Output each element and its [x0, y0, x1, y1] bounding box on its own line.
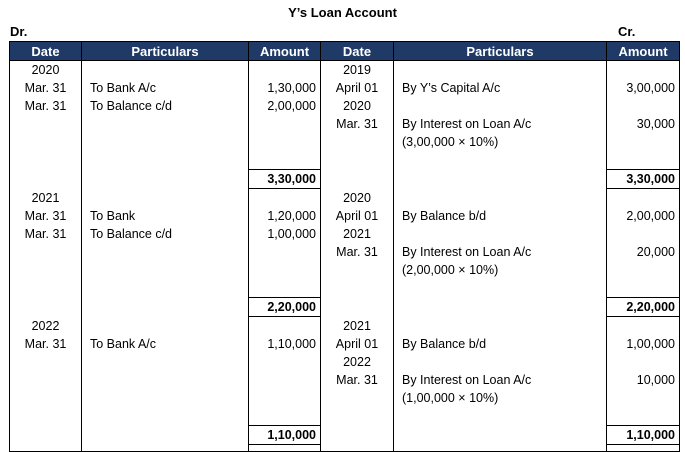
dr-date-cell: [10, 243, 82, 261]
dr-particulars-cell: [82, 279, 249, 298]
header-cr-particulars: Particulars: [394, 42, 607, 61]
ledger-row: [10, 279, 680, 298]
dr-amount-cell: [249, 189, 321, 208]
cr-particulars-cell: [394, 298, 607, 317]
cr-amount-cell: [607, 133, 680, 151]
dr-amount-cell: [249, 317, 321, 336]
cr-particulars-cell: (1,00,000 × 10%): [394, 389, 607, 407]
dr-amount-cell: 2,00,000: [249, 97, 321, 115]
cr-amount-cell: [607, 389, 680, 407]
cr-amount-cell: 20,000: [607, 243, 680, 261]
dr-particulars-cell: To Balance c/d: [82, 225, 249, 243]
dr-amount-cell: [249, 445, 321, 452]
cr-amount-cell: [607, 407, 680, 426]
dr-amount-cell: 1,00,000: [249, 225, 321, 243]
cr-particulars-cell: (3,00,000 × 10%): [394, 133, 607, 151]
cr-particulars-cell: By Interest on Loan A/c: [394, 243, 607, 261]
dr-particulars-cell: [82, 371, 249, 389]
dr-date-cell: Mar. 31: [10, 207, 82, 225]
dr-amount-cell: [249, 353, 321, 371]
cr-particulars-cell: [394, 97, 607, 115]
dr-particulars-cell: To Bank A/c: [82, 335, 249, 353]
total-row: [10, 426, 680, 445]
cr-particulars-cell: By Y’s Capital A/c: [394, 79, 607, 97]
cr-amount-cell: [607, 317, 680, 336]
cr-amount-cell: [607, 189, 680, 208]
cr-particulars-cell: [394, 407, 607, 426]
ledger-row: [10, 207, 680, 225]
ledger-row: [10, 61, 680, 80]
dr-particulars-cell: [82, 445, 249, 452]
cr-particulars-cell: [394, 61, 607, 80]
dr-date-cell: Mar. 31: [10, 335, 82, 353]
dr-date-cell: 2022: [10, 317, 82, 336]
dr-date-cell: [10, 261, 82, 279]
dr-amount-cell: [249, 407, 321, 426]
cr-particulars-cell: [394, 426, 607, 445]
cr-date-cell: Mar. 31: [321, 243, 394, 261]
dr-date-cell: [10, 445, 82, 452]
cr-amount-cell: 30,000: [607, 115, 680, 133]
dr-particulars-cell: To Balance c/d: [82, 97, 249, 115]
dr-particulars-cell: [82, 151, 249, 170]
cr-particulars-cell: [394, 225, 607, 243]
cr-amount-cell: [607, 97, 680, 115]
dr-date-cell: Mar. 31: [10, 97, 82, 115]
ledger-row: [10, 407, 680, 426]
header-dr-amount: Amount: [249, 42, 321, 61]
dr-particulars-cell: [82, 426, 249, 445]
dr-date-cell: [10, 389, 82, 407]
dr-amount-cell: [249, 371, 321, 389]
dr-amount-cell: 1,30,000: [249, 79, 321, 97]
header-row: [10, 42, 680, 61]
cr-amount-cell: 3,30,000: [607, 170, 680, 189]
dr-particulars-cell: To Bank: [82, 207, 249, 225]
dr-particulars-cell: [82, 317, 249, 336]
ledger-row: [10, 389, 680, 407]
ledger-row: [10, 371, 680, 389]
debit-label: Dr.: [10, 24, 28, 39]
cr-amount-cell: 10,000: [607, 371, 680, 389]
dr-date-cell: [10, 407, 82, 426]
dr-date-cell: Mar. 31: [10, 225, 82, 243]
cr-particulars-cell: [394, 151, 607, 170]
dr-amount-cell: [249, 261, 321, 279]
ledger-row: [10, 79, 680, 97]
total-row: [10, 298, 680, 317]
cr-date-cell: [321, 298, 394, 317]
cr-amount-cell: 1,10,000: [607, 426, 680, 445]
ledger-row: [10, 133, 680, 151]
cr-date-cell: [321, 151, 394, 170]
dr-amount-cell: 2,20,000: [249, 298, 321, 317]
dr-particulars-cell: [82, 389, 249, 407]
dr-particulars-cell: [82, 133, 249, 151]
dr-particulars-cell: [82, 353, 249, 371]
credit-label: Cr.: [618, 24, 636, 39]
dr-amount-cell: 3,30,000: [249, 170, 321, 189]
header-dr-date: Date: [10, 42, 82, 61]
dr-date-cell: [10, 115, 82, 133]
cr-date-cell: 2022: [321, 353, 394, 371]
dr-particulars-cell: [82, 61, 249, 80]
dr-date-cell: [10, 298, 82, 317]
cr-particulars-cell: By Interest on Loan A/c: [394, 371, 607, 389]
dr-amount-cell: 1,10,000: [249, 426, 321, 445]
header-cr-date: Date: [321, 42, 394, 61]
header-cr-amount: Amount: [607, 42, 680, 61]
cr-date-cell: April 01: [321, 79, 394, 97]
cr-date-cell: Mar. 31: [321, 371, 394, 389]
ledger-table: [9, 41, 680, 452]
dr-date-cell: [10, 353, 82, 371]
cr-date-cell: 2021: [321, 225, 394, 243]
cr-particulars-cell: [394, 445, 607, 452]
header-dr-particulars: Particulars: [82, 42, 249, 61]
ledger-row: [10, 189, 680, 208]
ledger-row: [10, 335, 680, 353]
dr-date-cell: [10, 133, 82, 151]
dr-amount-cell: [249, 389, 321, 407]
dr-particulars-cell: [82, 243, 249, 261]
dr-particulars-cell: [82, 298, 249, 317]
cr-date-cell: April 01: [321, 207, 394, 225]
dr-amount-cell: [249, 115, 321, 133]
cr-particulars-cell: By Balance b/d: [394, 207, 607, 225]
cr-date-cell: 2021: [321, 317, 394, 336]
dr-amount-cell: [249, 279, 321, 298]
cr-date-cell: [321, 279, 394, 298]
cr-amount-cell: 2,20,000: [607, 298, 680, 317]
dr-date-cell: [10, 151, 82, 170]
dr-particulars-cell: [82, 115, 249, 133]
ledger-row: [10, 115, 680, 133]
ledger-row: [10, 317, 680, 336]
dr-particulars-cell: [82, 170, 249, 189]
ledger-row: [10, 261, 680, 279]
ledger-row: [10, 151, 680, 170]
cr-particulars-cell: [394, 170, 607, 189]
dr-particulars-cell: [82, 407, 249, 426]
cr-particulars-cell: (2,00,000 × 10%): [394, 261, 607, 279]
dr-particulars-cell: To Bank A/c: [82, 79, 249, 97]
dr-amount-cell: [249, 151, 321, 170]
cr-amount-cell: [607, 61, 680, 80]
dr-amount-cell: [249, 61, 321, 80]
dr-amount-cell: 1,20,000: [249, 207, 321, 225]
cr-amount-cell: [607, 445, 680, 452]
dr-particulars-cell: [82, 189, 249, 208]
cr-particulars-cell: [394, 279, 607, 298]
cr-particulars-cell: By Interest on Loan A/c: [394, 115, 607, 133]
cr-particulars-cell: [394, 189, 607, 208]
cr-particulars-cell: By Balance b/d: [394, 335, 607, 353]
cr-particulars-cell: [394, 353, 607, 371]
cr-date-cell: [321, 170, 394, 189]
ledger-row: [10, 353, 680, 371]
cr-amount-cell: [607, 151, 680, 170]
dr-date-cell: [10, 279, 82, 298]
cr-amount-cell: [607, 225, 680, 243]
cr-date-cell: [321, 261, 394, 279]
ledger-row: [10, 445, 680, 452]
cr-date-cell: [321, 389, 394, 407]
dr-particulars-cell: [82, 261, 249, 279]
dr-amount-cell: 1,10,000: [249, 335, 321, 353]
dr-date-cell: [10, 426, 82, 445]
cr-amount-cell: 1,00,000: [607, 335, 680, 353]
dr-date-cell: Mar. 31: [10, 79, 82, 97]
cr-amount-cell: 2,00,000: [607, 207, 680, 225]
ledger-row: [10, 97, 680, 115]
cr-date-cell: 2020: [321, 189, 394, 208]
dr-date-cell: 2021: [10, 189, 82, 208]
cr-amount-cell: [607, 353, 680, 371]
cr-date-cell: Mar. 31: [321, 115, 394, 133]
total-row: [10, 170, 680, 189]
cr-date-cell: [321, 407, 394, 426]
ledger-row: [10, 243, 680, 261]
cr-date-cell: April 01: [321, 335, 394, 353]
cr-date-cell: 2019: [321, 61, 394, 80]
cr-date-cell: 2020: [321, 97, 394, 115]
cr-amount-cell: [607, 279, 680, 298]
dr-amount-cell: [249, 133, 321, 151]
ledger-row: [10, 225, 680, 243]
ledger-body: [10, 61, 680, 452]
cr-amount-cell: [607, 261, 680, 279]
cr-particulars-cell: [394, 317, 607, 336]
dr-date-cell: 2020: [10, 61, 82, 80]
dr-date-cell: [10, 170, 82, 189]
cr-date-cell: [321, 445, 394, 452]
cr-date-cell: [321, 133, 394, 151]
cr-amount-cell: 3,00,000: [607, 79, 680, 97]
cr-date-cell: [321, 426, 394, 445]
account-title: Y’s Loan Account: [288, 5, 397, 20]
dr-date-cell: [10, 371, 82, 389]
dr-amount-cell: [249, 243, 321, 261]
